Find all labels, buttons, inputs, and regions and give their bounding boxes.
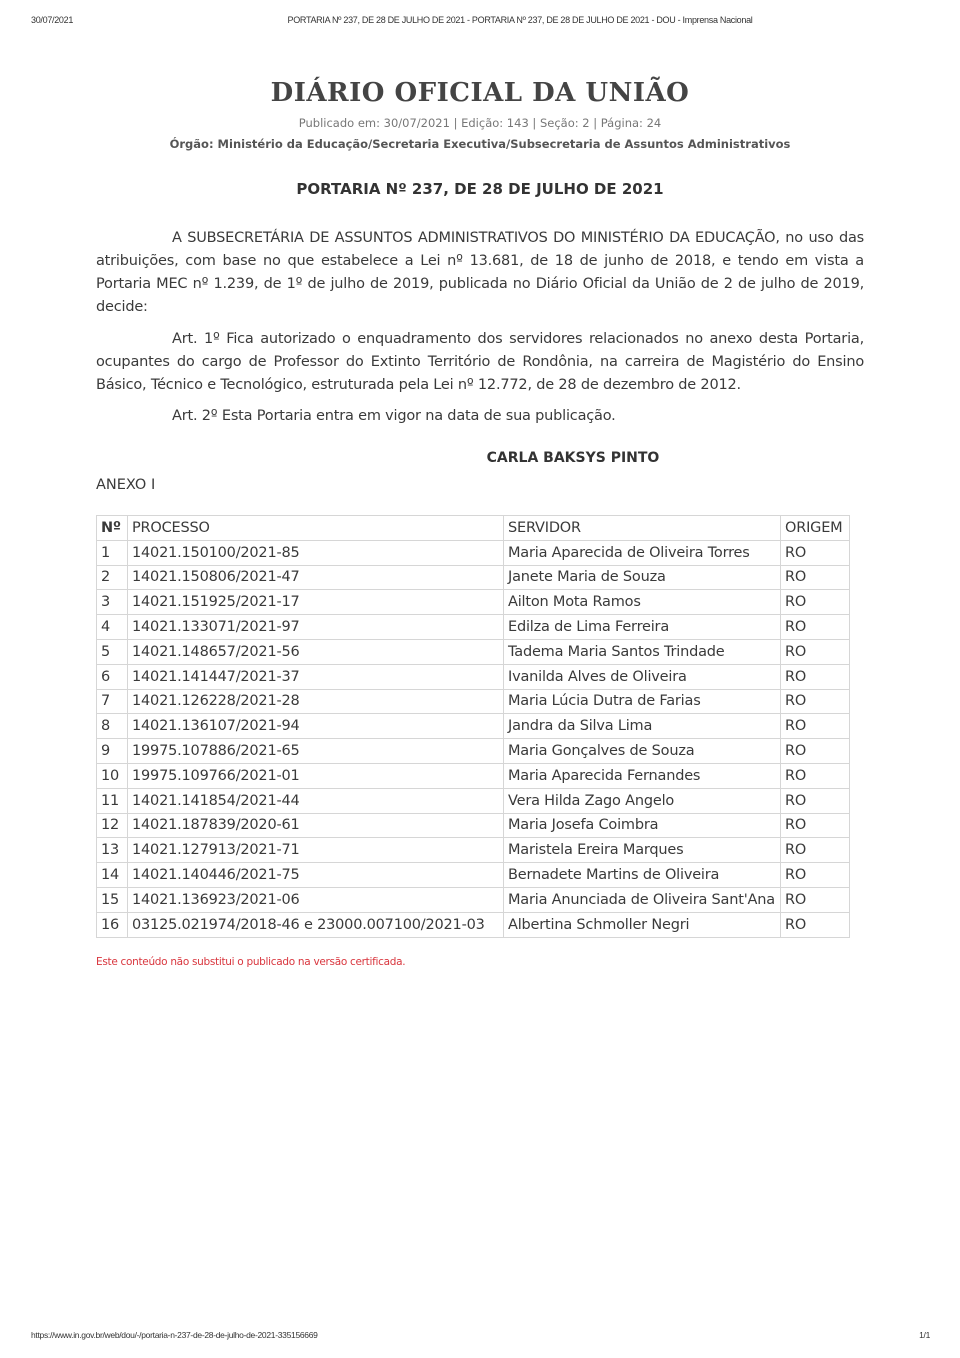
processo-cell: 14021.126228/2021-28 bbox=[128, 689, 504, 714]
portaria-title: PORTARIA Nº 237, DE 28 DE JULHO DE 2021 bbox=[296, 180, 664, 198]
column-header-processo: PROCESSO bbox=[128, 516, 504, 541]
print-header bbox=[0, 15, 960, 29]
processo-cell: 14021.187839/2020-61 bbox=[128, 813, 504, 838]
masthead-title: DIÁRIO OFICIAL DA UNIÃO bbox=[270, 78, 690, 108]
origem-cell: RO bbox=[781, 788, 850, 813]
origem-cell: RO bbox=[781, 838, 850, 863]
processo-cell: 14021.127913/2021-71 bbox=[128, 838, 504, 863]
row-number: 5 bbox=[97, 639, 128, 664]
row-number: 4 bbox=[97, 615, 128, 640]
publication-info: Publicado em: 30/07/2021 | Edição: 143 | Seção: 2 | Página: 24 bbox=[298, 116, 662, 130]
processo-cell: 14021.148657/2021-56 bbox=[128, 639, 504, 664]
servidor-cell: Maria Anunciada de Oliveira Sant'Ana bbox=[504, 887, 781, 912]
annex-label: ANEXO I bbox=[96, 477, 156, 493]
origem-cell: RO bbox=[781, 887, 850, 912]
disclaimer: Este conteúdo não substitui o publicado na versão certificada. bbox=[96, 956, 406, 968]
table-row bbox=[97, 887, 850, 912]
print-footer bbox=[0, 1330, 960, 1342]
row-number: 11 bbox=[97, 788, 128, 813]
servidor-cell: Maria Aparecida de Oliveira Torres bbox=[504, 540, 781, 565]
processo-cell: 14021.141854/2021-44 bbox=[128, 788, 504, 813]
print-document-title: PORTARIA Nº 237, DE 28 DE JULHO DE 2021 - PORTARIA Nº 237, DE 28 DE JULHO DE 2021 - DOU - Imprensa Nacional bbox=[287, 15, 753, 25]
origem-cell: RO bbox=[781, 664, 850, 689]
servidor-cell: Maria Josefa Coimbra bbox=[504, 813, 781, 838]
processo-cell: 14021.133071/2021-97 bbox=[128, 615, 504, 640]
servidor-cell: Maria Lúcia Dutra de Farias bbox=[504, 689, 781, 714]
table-row bbox=[97, 664, 850, 689]
row-number: 8 bbox=[97, 714, 128, 739]
table-row bbox=[97, 788, 850, 813]
article-2-paragraph bbox=[96, 405, 864, 428]
processo-cell: 14021.150806/2021-47 bbox=[128, 565, 504, 590]
row-number: 10 bbox=[97, 763, 128, 788]
print-url: https://www.in.gov.br/web/dou/-/portaria-n-237-de-28-de-julho-de-2021-335156669 bbox=[31, 1330, 318, 1340]
servidor-cell: Ivanilda Alves de Oliveira bbox=[504, 664, 781, 689]
origem-cell: RO bbox=[781, 615, 850, 640]
processo-cell: 14021.141447/2021-37 bbox=[128, 664, 504, 689]
servidor-cell: Maria Aparecida Fernandes bbox=[504, 763, 781, 788]
article-1-paragraph bbox=[96, 328, 864, 397]
origem-cell: RO bbox=[781, 540, 850, 565]
row-number: 13 bbox=[97, 838, 128, 863]
orgao-line: Órgão: Ministério da Educação/Secretaria Executiva/Subsecretaria de Assuntos Administrativos bbox=[169, 137, 791, 151]
signature: CARLA BAKSYS PINTO bbox=[486, 450, 660, 466]
servidor-cell: Vera Hilda Zago Angelo bbox=[504, 788, 781, 813]
origem-cell: RO bbox=[781, 565, 850, 590]
table-row bbox=[97, 590, 850, 615]
print-date: 30/07/2021 bbox=[31, 15, 74, 25]
row-number: 1 bbox=[97, 540, 128, 565]
table-row bbox=[97, 689, 850, 714]
row-number: 2 bbox=[97, 565, 128, 590]
row-number: 6 bbox=[97, 664, 128, 689]
row-number: 3 bbox=[97, 590, 128, 615]
origem-cell: RO bbox=[781, 639, 850, 664]
processo-cell: 14021.136923/2021-06 bbox=[128, 887, 504, 912]
processo-cell: 19975.109766/2021-01 bbox=[128, 763, 504, 788]
table-row bbox=[97, 540, 850, 565]
table-row bbox=[97, 838, 850, 863]
table-row bbox=[97, 763, 850, 788]
servidor-cell: Edilza de Lima Ferreira bbox=[504, 615, 781, 640]
servidor-cell: Maria Gonçalves de Souza bbox=[504, 739, 781, 764]
origem-cell: RO bbox=[781, 590, 850, 615]
servidor-cell: Maristela Ereira Marques bbox=[504, 838, 781, 863]
paragraph-text: Art. 2º Esta Portaria entra em vigor na data de sua publicação. bbox=[172, 408, 616, 424]
table-row bbox=[97, 739, 850, 764]
row-number: 12 bbox=[97, 813, 128, 838]
processo-cell: 14021.140446/2021-75 bbox=[128, 863, 504, 888]
servidor-cell: Bernadete Martins de Oliveira bbox=[504, 863, 781, 888]
processo-cell: 14021.150100/2021-85 bbox=[128, 540, 504, 565]
processo-cell: 19975.107886/2021-65 bbox=[128, 739, 504, 764]
row-number: 15 bbox=[97, 887, 128, 912]
row-number: 7 bbox=[97, 689, 128, 714]
annex-table-body bbox=[97, 540, 850, 937]
origem-cell: RO bbox=[781, 912, 850, 937]
paragraph-text: Art. 1º Fica autorizado o enquadramento dos servidores relacionados no anexo desta Portaria, ocupantes do cargo de Professor do Extinto Território de Rondônia, na carreira de Magistério do Ensino Básico, Técnico e Tecnológico, estruturada pela Lei nº 12.772, de 28 de dezembro de 2012. bbox=[96, 331, 864, 393]
origem-cell: RO bbox=[781, 863, 850, 888]
table-row bbox=[97, 813, 850, 838]
page-number: 1/1 bbox=[919, 1330, 930, 1340]
table-row bbox=[97, 863, 850, 888]
table-row bbox=[97, 615, 850, 640]
servidor-cell: Janete Maria de Souza bbox=[504, 565, 781, 590]
table-header-row bbox=[97, 516, 850, 541]
annex-table bbox=[96, 515, 850, 938]
servidor-cell: Albertina Schmoller Negri bbox=[504, 912, 781, 937]
column-header-origem: ORIGEM bbox=[781, 516, 850, 541]
row-number: 9 bbox=[97, 739, 128, 764]
table-row bbox=[97, 639, 850, 664]
servidor-cell: Jandra da Silva Lima bbox=[504, 714, 781, 739]
row-number: 14 bbox=[97, 863, 128, 888]
origem-cell: RO bbox=[781, 813, 850, 838]
processo-cell: 14021.151925/2021-17 bbox=[128, 590, 504, 615]
origem-cell: RO bbox=[781, 763, 850, 788]
processo-cell: 14021.136107/2021-94 bbox=[128, 714, 504, 739]
servidor-cell: Ailton Mota Ramos bbox=[504, 590, 781, 615]
row-number: 16 bbox=[97, 912, 128, 937]
servidor-cell: Tadema Maria Santos Trindade bbox=[504, 639, 781, 664]
processo-cell: 03125.021974/2018-46 e 23000.007100/2021-03 bbox=[128, 912, 504, 937]
table-row bbox=[97, 714, 850, 739]
table-row bbox=[97, 565, 850, 590]
origem-cell: RO bbox=[781, 739, 850, 764]
table-row bbox=[97, 912, 850, 937]
paragraph-text: A SUBSECRETÁRIA DE ASSUNTOS ADMINISTRATIVOS DO MINISTÉRIO DA EDUCAÇÃO, no uso das atribuições, com base no que estabelece a Lei nº 13.681, de 18 de junho de 2018, e tendo em vista a Portaria MEC nº 1.239, de 1º de julho de 2019, publicada no Diário Oficial da União de 2 de julho de 2019, decide: bbox=[96, 230, 864, 315]
origem-cell: RO bbox=[781, 689, 850, 714]
column-header-number: Nº bbox=[97, 516, 128, 541]
preamble-paragraph bbox=[96, 227, 864, 319]
origem-cell: RO bbox=[781, 714, 850, 739]
column-header-servidor: SERVIDOR bbox=[504, 516, 781, 541]
